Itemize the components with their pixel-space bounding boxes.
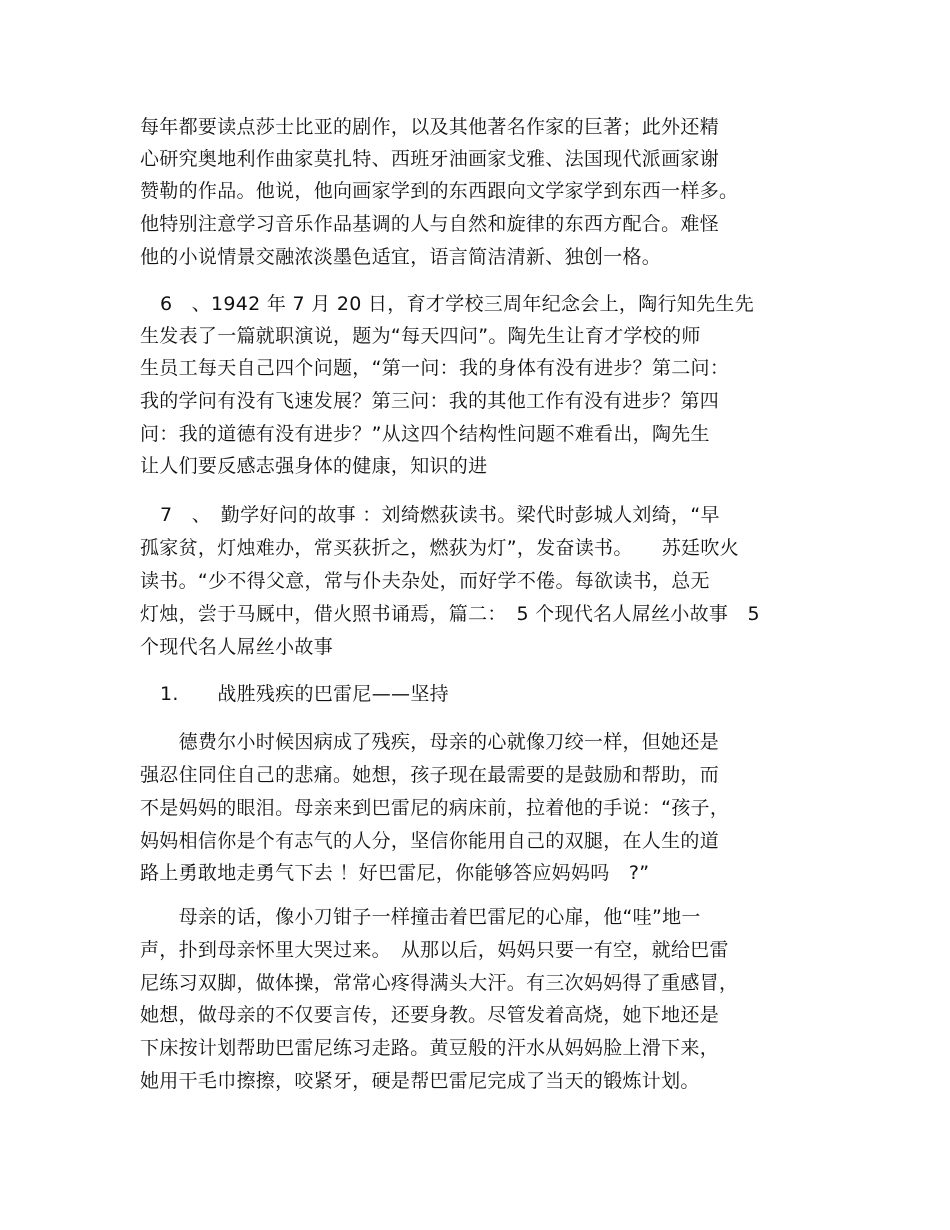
- text-line: 6 、1942 年 7 月 20 日，育才学校三周年纪念会上，陶行知先生先: [160, 293, 755, 315]
- text-line: 他的小说情景交融浓淡墨色适宜，语言简洁清新、独创一格。: [140, 246, 662, 268]
- text-line: 我的学问有没有飞速发展？第三问：我的其他工作有没有进步？第四: [140, 390, 720, 412]
- text-line: 心研究奥地利作曲家莫扎特、西班牙油画家戈雅、法国现代派画家谢: [140, 148, 720, 170]
- text-line: 强忍住同住自己的悲痛。她想，孩子现在最需要的是鼓励和帮助，而: [140, 764, 720, 786]
- text-line: 孤家贫，灯烛难办，常买荻折之，燃荻为灯”，发奋读书。 苏廷吹火: [140, 537, 739, 559]
- text-line: 7 、 勤学好问的故事 ：刘绮燃荻读书。梁代时彭城人刘绮，“早: [160, 504, 720, 526]
- text-line: 每年都要读点莎士比亚的剧作，以及其他著名作家的巨著；此外还精: [140, 116, 720, 138]
- text-line: 路上勇敢地走勇气下去 ！好巴雷尼，你能够答应妈妈吗 ?”: [140, 862, 650, 884]
- text-line: 让人们要反感志强身体的健康，知识的进: [140, 455, 488, 477]
- text-line: 灯烛，尝于马厩中，借火照书诵焉，篇二： 5 个现代名人屌丝小故事 5: [140, 603, 760, 625]
- text-line: 下床按计划帮助巴雷尼练习走路。黄豆般的汗水从妈妈脸上滑下来，: [140, 1037, 720, 1059]
- heading-line: 1. 战胜残疾的巴雷尼——坚持: [160, 683, 449, 705]
- text-line: 声，扑到母亲怀里大哭过来。 从那以后，妈妈只要一有空，就给巴雷: [140, 939, 729, 961]
- text-line: 读书。“少不得父意，常与仆夫杂处，而好学不倦。每欲读书，总无: [140, 570, 710, 592]
- text-line: 德费尔小时候因病成了残疾，母亲的心就像刀绞一样，但她还是: [140, 731, 720, 753]
- text-line: 她用干毛巾擦擦，咬紧牙，硬是帮巴雷尼完成了当天的锻炼计划。: [140, 1070, 700, 1092]
- text-line: 妈妈相信你是个有志气的人分，坚信你能用自己的双腿，在人生的道: [140, 830, 720, 852]
- text-line: 赞勒的作品。他说，他向画家学到的东西跟向文学家学到东西一样多。: [140, 180, 739, 202]
- text-line: 个现代名人屌丝小故事: [140, 636, 334, 658]
- text-line: 尼练习双脚，做体操，常常心疼得满头大汗。有三次妈妈得了重感冒，: [140, 972, 739, 994]
- text-line: 不是妈妈的眼泪。母亲来到巴雷尼的病床前，拉着他的手说：“孩子，: [140, 797, 730, 819]
- text-line: 他特别注意学习音乐作品基调的人与自然和旋律的东西方配合。难怪: [140, 213, 720, 235]
- text-line: 她想，做母亲的不仅要言传，还要身教。尽管发着高烧，她下地还是: [140, 1004, 720, 1026]
- text-line: 生员工每天自己四个问题，“第一问：我的身体有没有进步？第二问：: [140, 357, 730, 379]
- text-line: 问：我的道德有没有进步？”从这四个结构性问题不难看出，陶先生: [140, 423, 710, 445]
- text-line: 生发表了一篇就职演说，题为“每天四问”。陶先生让育才学校的师: [140, 325, 701, 347]
- text-line: 母亲的话，像小刀钳子一样撞击着巴雷尼的心扉，他“哇”地一: [140, 906, 701, 928]
